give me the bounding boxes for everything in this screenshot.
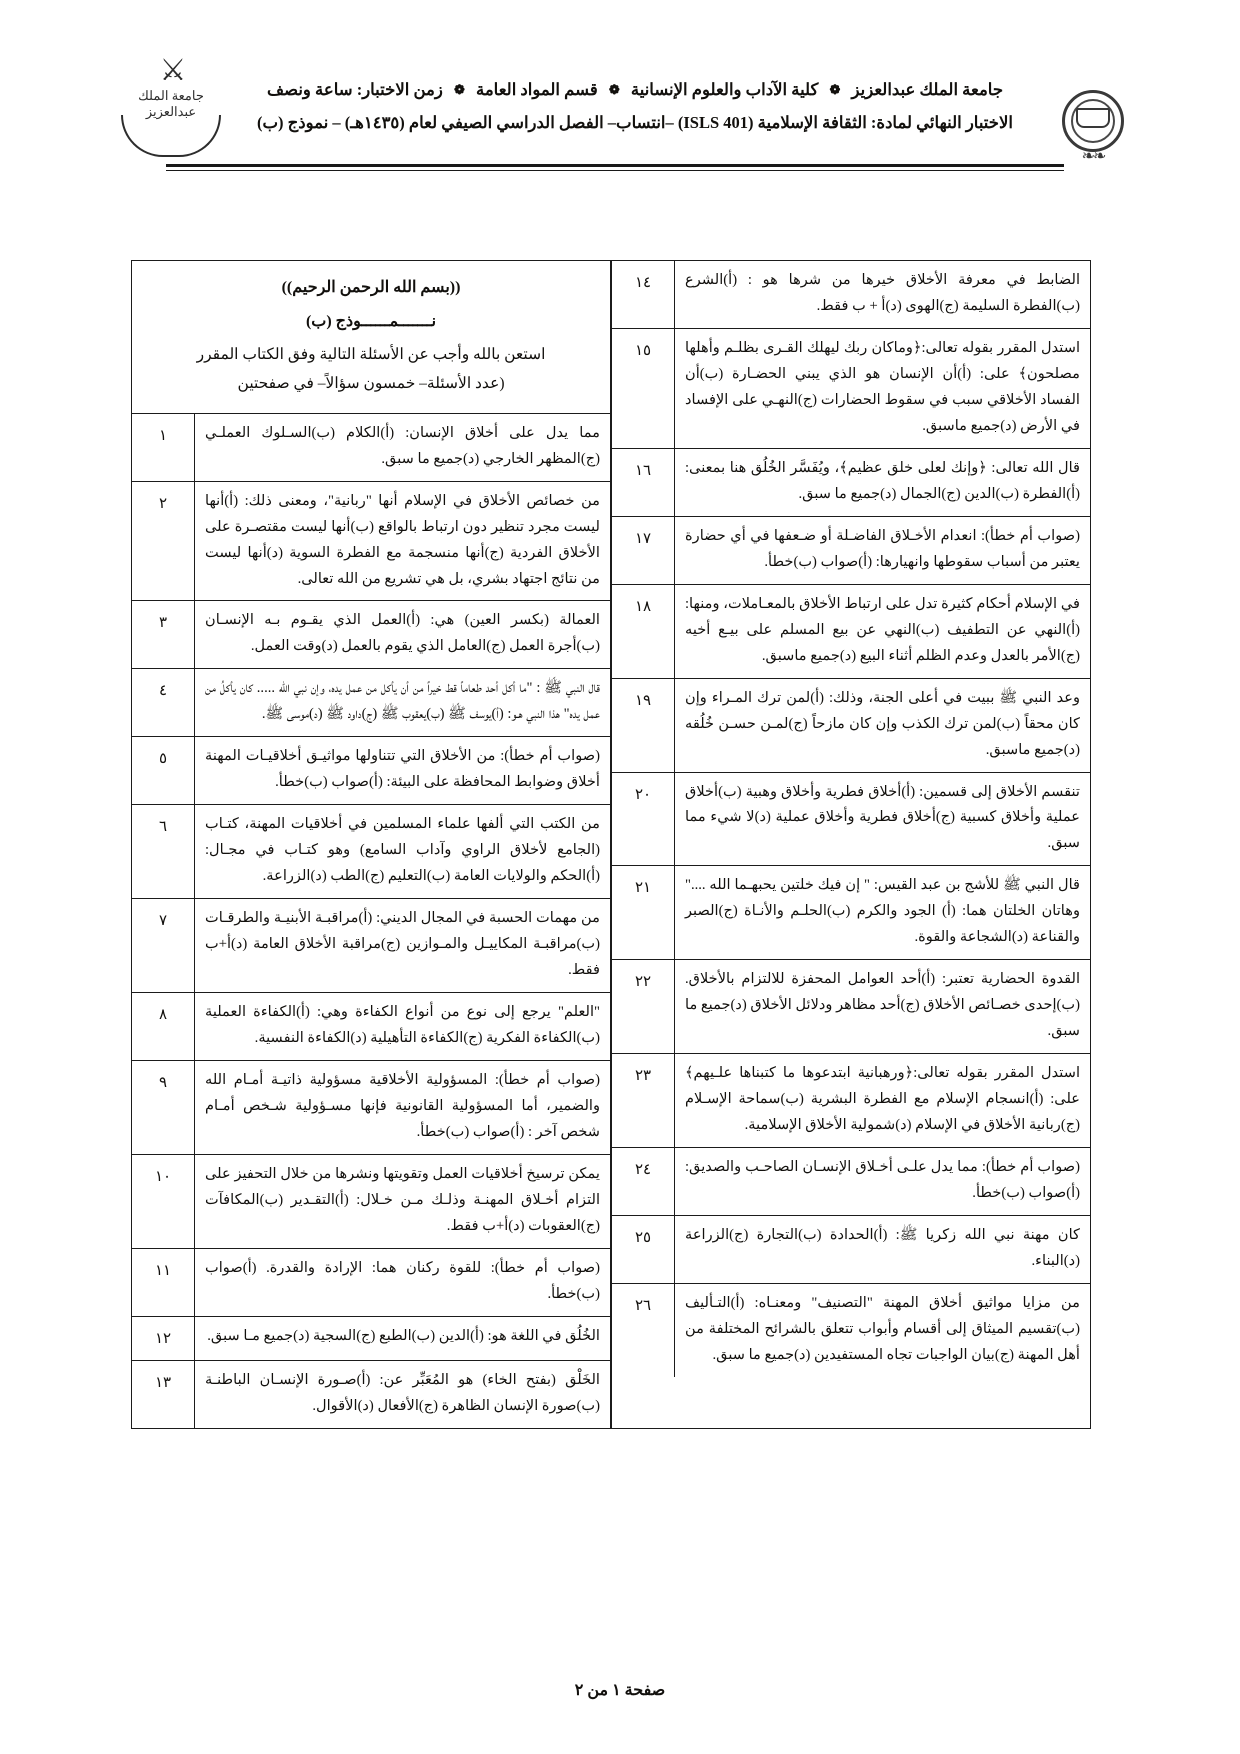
question-text: الخُلُق في اللغة هو: (أ)الدين (ب)الطبع (ج)السجية (د)جميع مـا سبق. xyxy=(195,1316,611,1361)
question-text: استدل المقرر بقوله تعالى:﴿وماكان ربك ليهلك القـرى بظلـم وأهلها مصلحون﴾ على: (أ)أن الإنسان هو الذي يبني الحضـارة (ب)أن الفساد الأخلاقي سبب في سقوط الحضارات (ج)النهـي على الإفساد في الأرض (د)جميع ماسبق. xyxy=(675,328,1091,448)
question-number: ١٠ xyxy=(132,1154,195,1248)
question-number: ١٢ xyxy=(132,1316,195,1361)
table-row xyxy=(132,1154,610,1248)
question-number: ١٨ xyxy=(612,584,675,678)
separator-icon: ❁ xyxy=(829,82,841,97)
table-row xyxy=(132,1061,610,1155)
model-label: نـــــــمــــــوذج (ب) xyxy=(305,313,437,331)
question-text: من خصائص الأخلاق في الإسلام أنها "ربانية"، ومعنى ذلك: (أ)أنها ليست مجرد تنظير دون ارتباط بالواقع (ب)أنها ليست مقتصـرة على الأخلاق الفردية (ج)أنها منسجمة مع الفطرة السوية (د)أنها ليست من نتائج اجتهاد بشري، بل هي تشريع من الله تعالى. xyxy=(195,481,611,601)
table-row xyxy=(132,669,610,737)
table-row xyxy=(612,678,1090,772)
question-number: ٢٠ xyxy=(612,772,675,866)
question-number: ١ xyxy=(132,414,195,481)
question-number: ٢٥ xyxy=(612,1216,675,1284)
question-text: من الكتب التي ألفها علماء المسلمين في أخلاقيات المهنة، كتـاب (الجامع لأخلاق الراوي وآداب السامع) وهو كتـاب في مجـال: (أ)الحكم والولايات العامة (ب)التعليم (ج)الطب (د)الزراعة. xyxy=(195,805,611,899)
table-row xyxy=(132,414,610,481)
question-text: من مزايا مواثيق أخلاق المهنة "التصنيف" ومعنـاه: (أ)التـأليف (ب)تقسيم الميثاق إلى أقسام وأبواب تتعلق بالشرائح المختلفة من أهل المهنة (ج)بيان الواجبات تجاه المستفيدين (د)جميع ما سبق. xyxy=(675,1284,1091,1377)
table-row xyxy=(612,1284,1090,1377)
question-number: ١٤ xyxy=(612,261,675,328)
question-number: ٩ xyxy=(132,1061,195,1155)
questions-column-left xyxy=(611,260,1091,1429)
header-text-block xyxy=(220,80,1050,133)
table-row xyxy=(132,805,610,899)
table-row xyxy=(612,866,1090,960)
question-number: ١٧ xyxy=(612,516,675,584)
question-number: ٢٤ xyxy=(612,1148,675,1216)
question-text: قال الله تعالى: ﴿وإنك لعلى خلق عظيم﴾، ويُفَسَّر الخُلُق هنا بمعنى: (أ)الفطرة (ب)الدين (ج)الجمال (د)جميع ما سبق. xyxy=(675,448,1091,516)
question-text: قال النبي ﷺ للأشج بن عبد القيس: " إن فيك خلتين يحبهـما الله ...." وهاتان الخلتان هما: (أ) الجود والكرم (ب)الحلـم والأنـاة (ج)الصبر والقناعة (د)الشجاعة والقوة. xyxy=(675,866,1091,960)
question-text: مما يدل على أخلاق الإنسان: (أ)الكلام (ب)السـلوك العملـي (ج)المظهر الخارجي (د)جميع ما سبق. xyxy=(205,424,600,467)
header-college: كلية الآداب والعلوم الإنسانية xyxy=(630,80,819,99)
separator-icon: ❁ xyxy=(453,82,465,97)
kau-logo-icon: ⚔ جامعة الملك عبدالعزيز xyxy=(116,56,226,160)
question-number: ٢ xyxy=(132,481,195,601)
table-row xyxy=(132,899,610,993)
basmala-text: ((بسم الله الرحمن الرحيم)) xyxy=(281,279,461,296)
table-row xyxy=(132,993,610,1061)
question-text: (صواب أم خطأ): مما يدل علـى أخـلاق الإنسـان الصاحـب والصديق: (أ)صواب (ب)خطأ. xyxy=(675,1148,1091,1216)
question-number: ٧ xyxy=(132,899,195,993)
header-university: جامعة الملك عبدالعزيز xyxy=(851,80,1004,99)
header-department: قسم المواد العامة xyxy=(476,80,598,99)
table-row xyxy=(612,960,1090,1054)
table-row xyxy=(132,481,610,601)
questions-column-right xyxy=(131,260,611,1429)
question-number: ٢٦ xyxy=(612,1284,675,1377)
question-text: تنقسم الأخلاق إلى قسمين: (أ)أخلاق فطرية وأخلاق وهبية (ب)أخلاق عملية وأخلاق كسبية (ج)أخلاق فطرية وأخلاق عملية (د)لا شيء مما سبق. xyxy=(675,772,1091,866)
question-number: ٤ xyxy=(132,669,195,737)
question-number: ١٦ xyxy=(612,448,675,516)
question-count-text: (عدد الأسئلة– خمسون سؤالاً– في صفحتين xyxy=(237,375,505,393)
question-number: ٨ xyxy=(132,993,195,1061)
kau-logo-script: جامعة الملك عبدالعزيز xyxy=(138,88,204,120)
question-text: (صواب أم خطأ): المسؤولية الأخلاقية مسؤولية ذاتيـة أمـام الله والضمير، أما المسؤولية القانونية فإنها مسـؤولية شـخص أمـام شخص آخر : (أ)صواب (ب)خطأ. xyxy=(195,1061,611,1155)
table-row xyxy=(132,601,610,669)
question-number: ٢٢ xyxy=(612,960,675,1054)
question-text: العمالة (بكسر العين) هي: (أ)العمل الذي يقـوم بـه الإنسـان (ب)أجرة العمل (ج)العامل الذي يقوم بالعمل (د)وقت العمل. xyxy=(195,601,611,669)
page-footer: صفحة ١ من ٢ xyxy=(574,1682,666,1699)
question-number: ٥ xyxy=(132,737,195,805)
table-row xyxy=(612,1054,1090,1148)
question-number: ٣ xyxy=(132,601,195,669)
header-line-1 xyxy=(220,80,1050,100)
question-text: استدل المقرر بقوله تعالى:﴿ورهبانية ابتدعوها ما كتبناها علـيهم﴾ على: (أ)انسجام الإسلام مع الفطرة البشرية (ب)سماحة الإسـلام (ج)ربانية الأخلاق في الإسلام (د)شمولية الأخلاق الإسلامية. xyxy=(675,1054,1091,1148)
question-number: ٢١ xyxy=(612,866,675,960)
question-text: "العلم" يرجع إلى نوع من أنواع الكفاءة وهي: (أ)الكفاءة العملية (ب)الكفاءة الفكرية (ج)الكفاءة التأهيلية (د)الكفاءة النفسية. xyxy=(195,993,611,1061)
table-row xyxy=(132,737,610,805)
separator-icon: ❁ xyxy=(608,82,620,97)
questions-table-left xyxy=(612,261,1090,1377)
question-text: وعد النبي ﷺ ببيت في أعلى الجنة، وذلك: (أ)لمن ترك المـراء وإن كان محقاً (ب)لمن ترك الكذب وإن كان مازحاً (ج)لمـن حسـن خُلُقه (د)جميع ماسبق. xyxy=(675,678,1091,772)
question-number: ٢٣ xyxy=(612,1054,675,1148)
question-text: قال النبي ﷺ : "ما أكل أحد طعاماً قط خيراً من أن يأكل من عمل يده، وإن نبي الله ..... كان يأكلُ من عمل يده" هذا النبي هـو: (أ)يوسف ﷺ (ب)يعقوب ﷺ (ج)داود ﷺ (د)موسى ﷺ. xyxy=(195,669,611,737)
table-row xyxy=(612,772,1090,866)
table-row xyxy=(612,261,1090,328)
question-text: (صواب أم خطأ): للقوة ركنان هما: الإرادة والقدرة. (أ)صواب (ب)خطأ. xyxy=(195,1248,611,1316)
table-row xyxy=(612,1216,1090,1284)
header-exam-duration: زمن الاختبار: ساعة ونصف xyxy=(266,80,443,99)
question-text: (صواب أم خطأ): من الأخلاق التي تتناولها مواثيـق أخلاقيـات المهنة أخلاق وضوابط المحافظة على البيئة: (أ)صواب (ب)خطأ. xyxy=(195,737,611,805)
table-row xyxy=(132,1248,610,1316)
table-row xyxy=(132,1316,610,1361)
question-number: ١٣ xyxy=(132,1361,195,1428)
exam-intro xyxy=(132,261,610,414)
header-divider xyxy=(166,164,1064,167)
question-text: القدوة الحضارية تعتبر: (أ)أحد العوامل المحفزة للالتزام بالأخلاق. (ب)إحدى خصـائص الأخلاق (ج)أحد مظاهر ودلائل الأخلاق (د)جميع ما سبق. xyxy=(675,960,1091,1054)
questions-table-right xyxy=(132,414,610,1429)
table-row xyxy=(612,584,1090,678)
table-row xyxy=(612,448,1090,516)
question-text: من مهمات الحسبة في المجال الديني: (أ)مراقبـة الأبنيـة والطرقـات (ب)مراقبـة المكاييـل والمـوازين (ج)مراقبة الأخلاق العامة (د)أ+ب فقط. xyxy=(195,899,611,993)
university-seal-icon: ❧❧ xyxy=(1056,78,1130,170)
instruction-text: استعن بالله وأجب عن الأسئلة التالية وفق الكتاب المقرر xyxy=(196,345,546,363)
table-row xyxy=(612,516,1090,584)
question-text: في الإسلام أحكام كثيرة تدل على ارتباط الأخلاق بالمعـاملات، ومنها: (أ)النهي عن التطفيف (ب)النهي عن بيع المسلم على بيـع أخيه (ج)الأمر بالعدل وعدم الظلم أثناء البيع (د)جميع ماسبق. xyxy=(675,584,1091,678)
question-text: كان مهنة نبي الله زكريا ﷺ: (أ)الحدادة (ب)التجارة (ج)الزراعة (د)البناء. xyxy=(675,1216,1091,1284)
question-number: ٦ xyxy=(132,805,195,899)
table-row xyxy=(612,328,1090,448)
table-row xyxy=(132,1361,610,1428)
table-row xyxy=(612,1148,1090,1216)
exam-content xyxy=(70,260,1170,1429)
question-number: ١٩ xyxy=(612,678,675,772)
header-line-2: الاختبار النهائي لمادة: الثقافة الإسلامية (ISLS 401) –انتساب– الفصل الدراسي الصيفي لعام (١٤٣٥هـ) – نموذج (ب) xyxy=(257,113,1013,132)
question-text: (صواب أم خطأ): انعدام الأخـلاق الفاضـلة أو ضـعفها في أي حضارة يعتبر من أسباب سقوطها وانهيارها: (أ)صواب (ب)خطأ. xyxy=(675,516,1091,584)
question-number: ١١ xyxy=(132,1248,195,1316)
question-text: الضابط في معرفة الأخلاق خيرها من شرها هو : (أ)الشرع (ب)الفطرة السليمة (ج)الهوى (د)أ + ب فقط. xyxy=(685,272,1080,314)
question-text: الخَلْق (بفتح الخاء) هو المُعَبِّر عن: (أ)صـورة الإنسـان الباطنـة (ب)صورة الإنسان الظاهرة (ج)الأفعال (د)الأقوال. xyxy=(195,1361,611,1428)
question-text: يمكن ترسيخ أخلاقيات العمل وتقويتها ونشرها من خلال التحفيز على التزام أخـلاق المهنـة وذلـك مـن خـلال: (أ)التقـدير (ب)المكافآت (ج)العقوبات (د)أ+ب فقط. xyxy=(195,1154,611,1248)
page-header xyxy=(70,52,1170,172)
question-number: ١٥ xyxy=(612,328,675,448)
